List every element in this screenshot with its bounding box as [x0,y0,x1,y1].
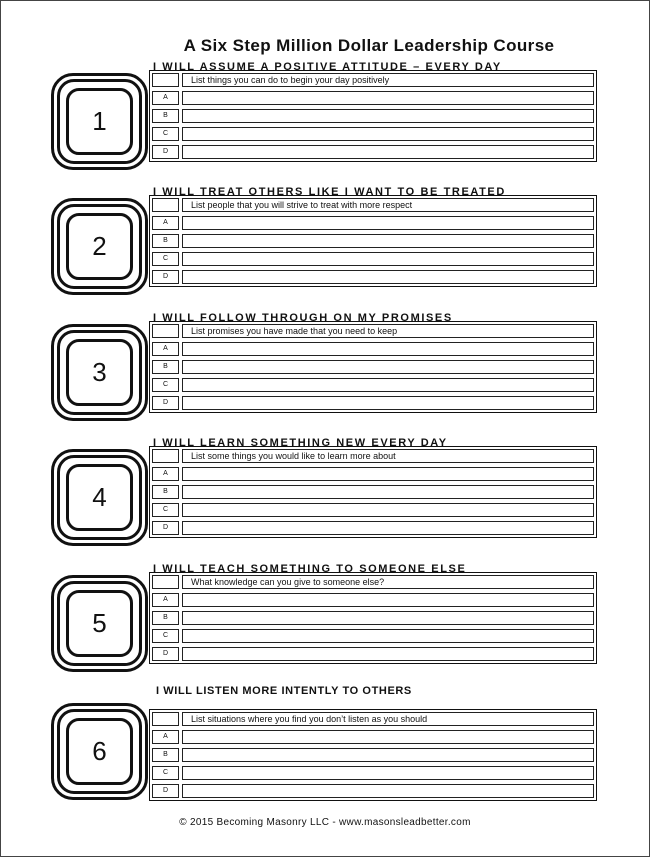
row-letter: B [152,485,179,499]
row-letter: C [152,629,179,643]
section-heading: I WILL TREAT OTHERS LIKE I WANT TO BE TREATED [153,186,506,198]
step-number-badge [51,198,148,295]
answer-line[interactable] [182,593,594,607]
row-letter: B [152,748,179,762]
row-letter: D [152,396,179,410]
row-letter: B [152,109,179,123]
section-3 [0,312,650,432]
answer-line[interactable] [182,629,594,643]
step-number: 2 [66,213,133,280]
answer-line[interactable] [182,270,594,284]
step-number: 5 [66,590,133,657]
step-number-badge [51,575,148,672]
table-row [152,127,594,141]
response-table [149,195,597,287]
prompt-text: List situations where you find you don’t listen as you should [182,712,594,726]
answer-line[interactable] [182,342,594,356]
prompt-row [152,324,594,338]
row-letter: A [152,342,179,356]
answer-line[interactable] [182,766,594,780]
row-letter: D [152,647,179,661]
table-row [152,216,594,230]
answer-line[interactable] [182,647,594,661]
answer-line[interactable] [182,360,594,374]
section-heading: I WILL FOLLOW THROUGH ON MY PROMISES [153,312,453,324]
row-letter: B [152,611,179,625]
table-row [152,252,594,266]
answer-line[interactable] [182,109,594,123]
prompt-text: List promises you have made that you need to keep [182,324,594,338]
answer-line[interactable] [182,748,594,762]
row-letter: D [152,270,179,284]
section-heading: I WILL LISTEN MORE INTENTLY TO OTHERS [156,685,412,697]
row-letter: D [152,145,179,159]
table-row [152,748,594,762]
row-letter: A [152,91,179,105]
row-letter: B [152,234,179,248]
answer-line[interactable] [182,396,594,410]
table-row [152,647,594,661]
table-row [152,611,594,625]
response-table [149,709,597,801]
prompt-text: List some things you would like to learn more about [182,449,594,463]
section-4 [0,437,650,557]
table-row [152,342,594,356]
page-title: A Six Step Million Dollar Leadership Course [183,36,555,55]
answer-line[interactable] [182,784,594,798]
step-number-badge [51,73,148,170]
prompt-row [152,198,594,212]
table-row [152,467,594,481]
table-row [152,270,594,284]
prompt-text: List things you can do to begin your day positively [182,73,594,87]
answer-line[interactable] [182,485,594,499]
table-row [152,503,594,517]
table-row [152,766,594,780]
prompt-row [152,449,594,463]
row-letter: A [152,730,179,744]
row-letter [152,712,179,726]
answer-line[interactable] [182,521,594,535]
prompt-row [152,73,594,87]
answer-line[interactable] [182,503,594,517]
table-row [152,91,594,105]
row-letter: C [152,503,179,517]
row-letter [152,73,179,87]
section-heading: I WILL LEARN SOMETHING NEW EVERY DAY [153,437,448,449]
row-letter: C [152,127,179,141]
table-row [152,396,594,410]
section-heading: I WILL TEACH SOMETHING TO SOMEONE ELSE [153,563,467,575]
response-table [149,572,597,664]
section-heading: I WILL ASSUME A POSITIVE ATTITUDE – EVERY DAY [153,61,502,73]
row-letter: C [152,378,179,392]
step-number-badge [51,449,148,546]
step-number-badge [51,324,148,421]
answer-line[interactable] [182,730,594,744]
answer-line[interactable] [182,145,594,159]
step-number: 1 [66,88,133,155]
table-row [152,521,594,535]
row-letter: D [152,521,179,535]
table-row [152,109,594,123]
answer-line[interactable] [182,611,594,625]
row-letter: D [152,784,179,798]
row-letter: B [152,360,179,374]
step-number: 3 [66,339,133,406]
response-table [149,446,597,538]
row-letter [152,575,179,589]
section-2 [0,186,650,306]
row-letter [152,449,179,463]
prompt-row [152,712,594,726]
step-number: 6 [66,718,133,785]
step-number: 4 [66,464,133,531]
row-letter: C [152,766,179,780]
answer-line[interactable] [182,91,594,105]
table-row [152,234,594,248]
table-row [152,629,594,643]
step-number-badge [51,703,148,800]
row-letter: A [152,467,179,481]
response-table [149,321,597,413]
table-row [152,593,594,607]
row-letter: C [152,252,179,266]
prompt-text: List people that you will strive to treat with more respect [182,198,594,212]
table-row [152,485,594,499]
row-letter [152,324,179,338]
table-row [152,784,594,798]
row-letter [152,198,179,212]
answer-line[interactable] [182,252,594,266]
response-table [149,70,597,162]
prompt-text: What knowledge can you give to someone else? [182,575,594,589]
table-row [152,378,594,392]
section-5 [0,563,650,683]
table-row [152,360,594,374]
section-1 [0,61,650,181]
footer-copyright: © 2015 Becoming Masonry LLC - www.masonsleadbetter.com [179,817,471,828]
answer-line[interactable] [182,216,594,230]
answer-line[interactable] [182,378,594,392]
answer-line[interactable] [182,127,594,141]
table-row [152,730,594,744]
answer-line[interactable] [182,234,594,248]
table-row [152,145,594,159]
row-letter: A [152,216,179,230]
answer-line[interactable] [182,467,594,481]
section-6 [0,685,650,805]
row-letter: A [152,593,179,607]
prompt-row [152,575,594,589]
